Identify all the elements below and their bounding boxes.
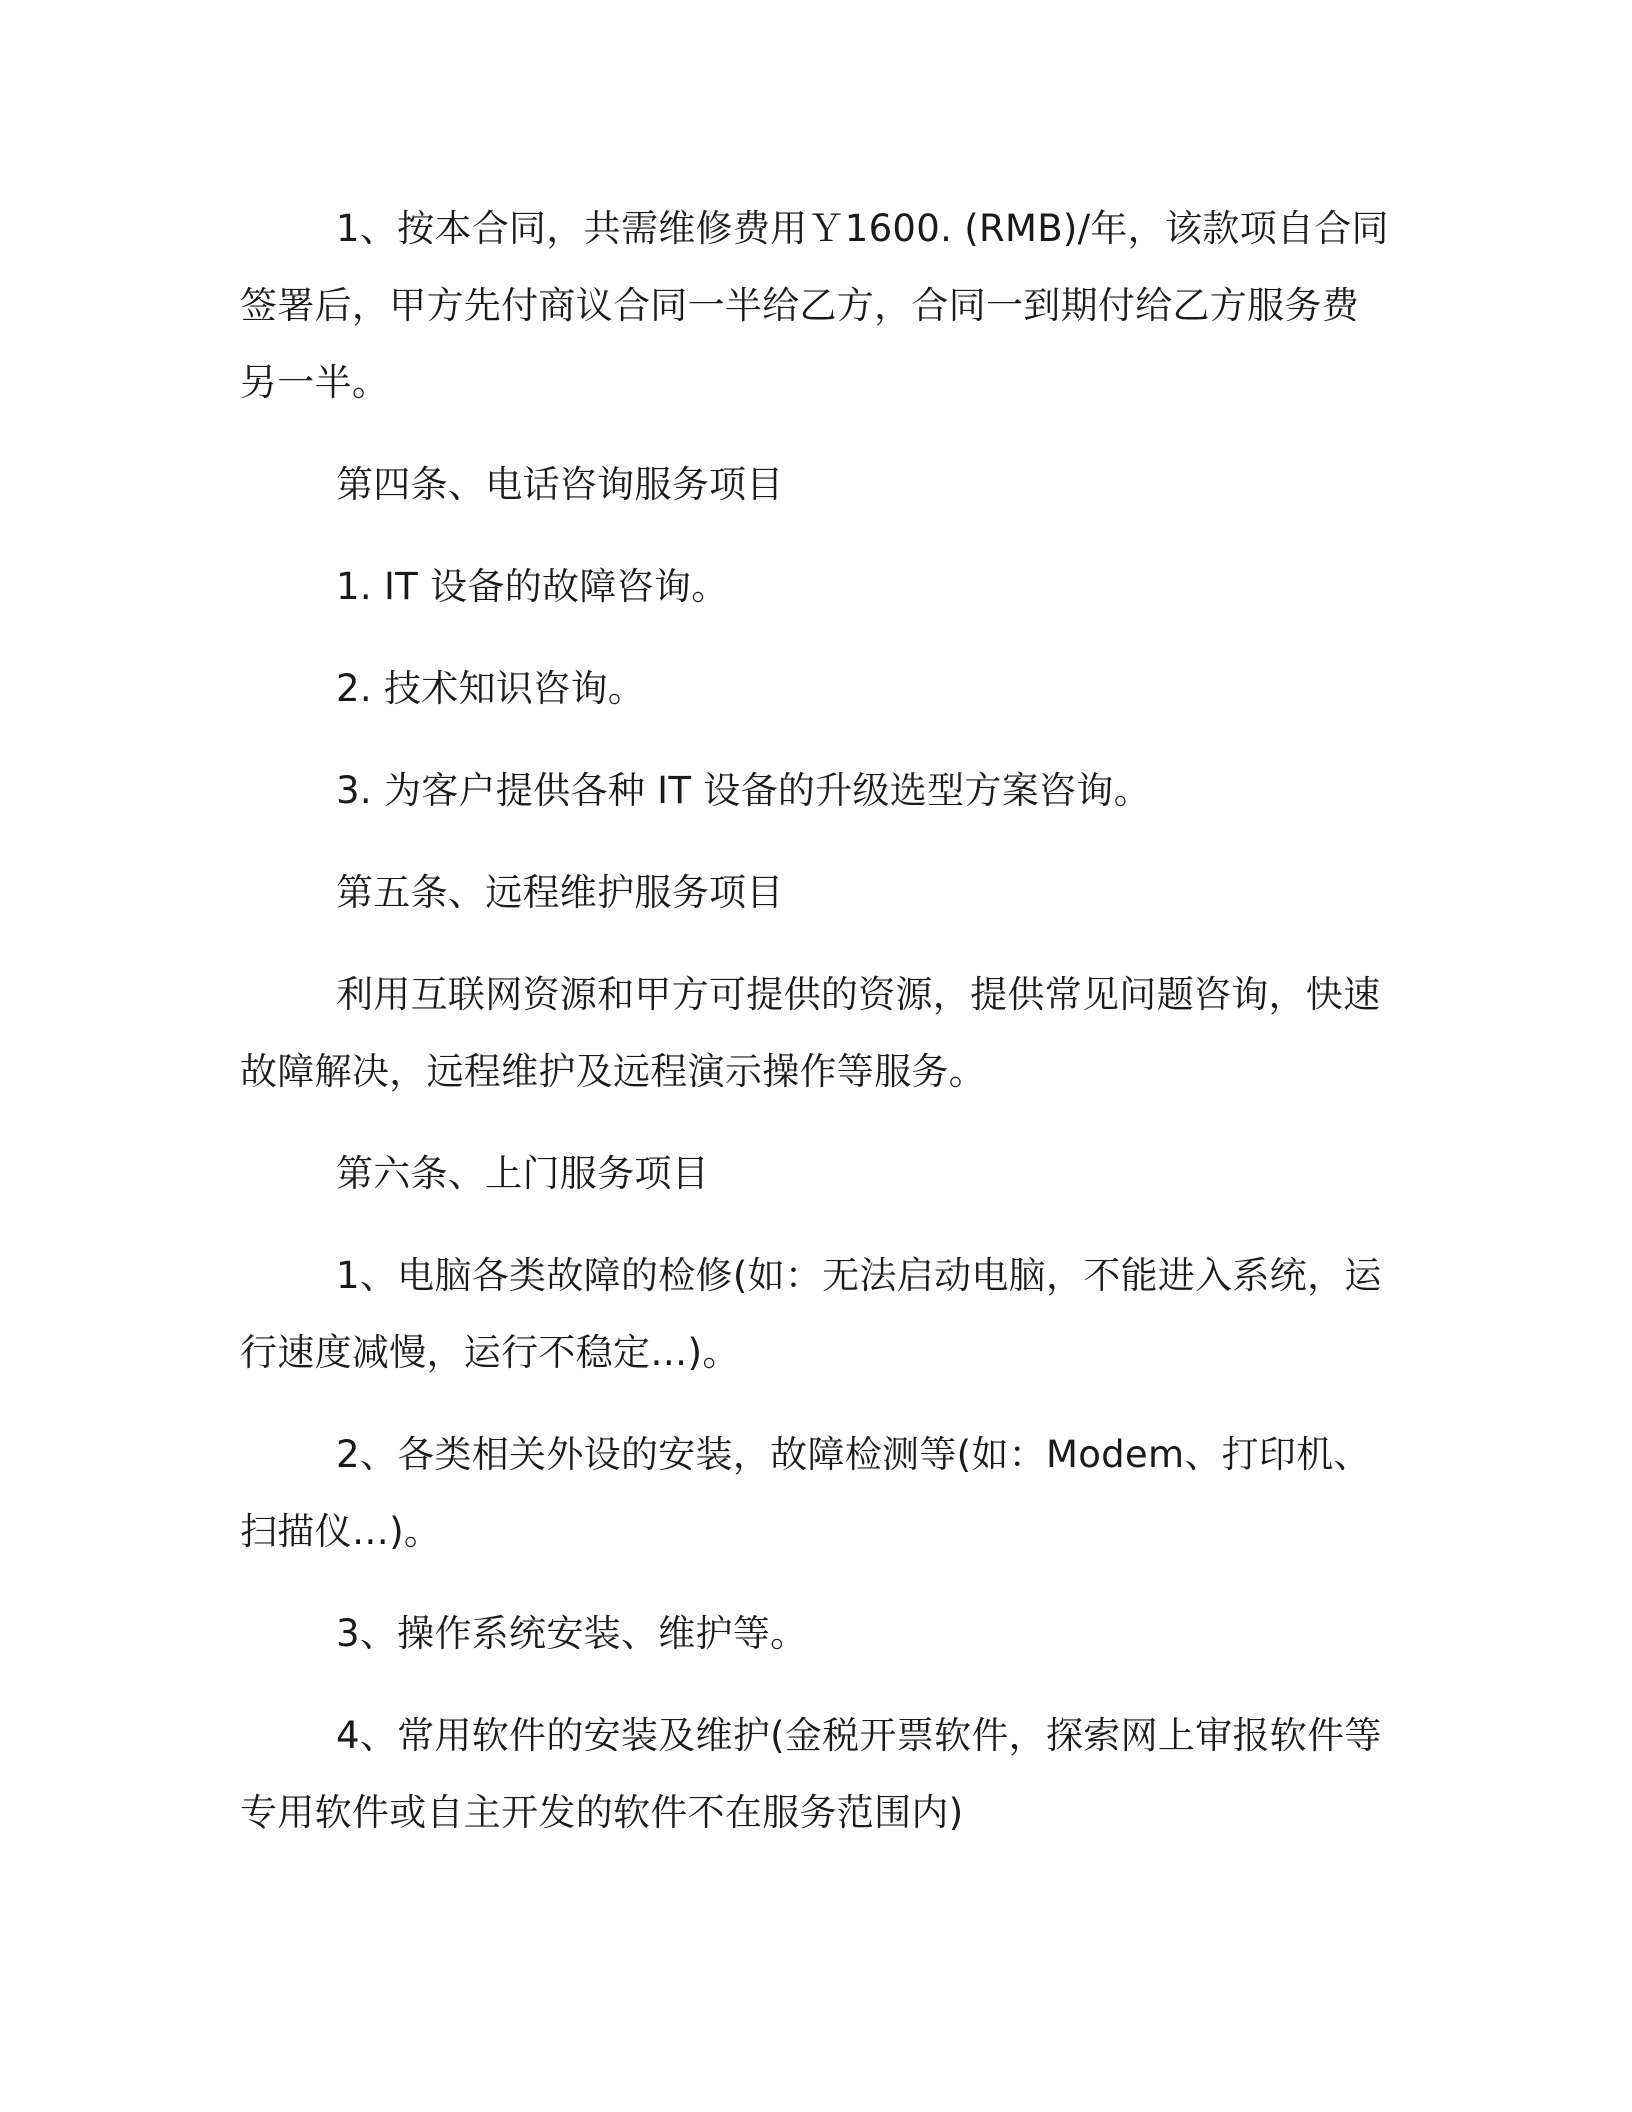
heading-article-5: 第五条、远程维护服务项目 bbox=[336, 871, 784, 914]
list-item-pc-repair: 1、电脑各类故障的检修(如：无法启动电脑，不能进入系统，运行速度减慢，运行不稳定…)。 bbox=[240, 1254, 1382, 1374]
list-item-os-install: 3、操作系统安装、维护等。 bbox=[336, 1612, 808, 1655]
paragraph-remote-service: 利用互联网资源和甲方可提供的资源，提供常见问题咨询，快速故障解决，远程维护及远程演示操作等服务。 bbox=[240, 973, 1381, 1093]
heading-article-6: 第六条、上门服务项目 bbox=[336, 1152, 709, 1195]
list-item-software-install: 4、常用软件的安装及维护(金税开票软件，探索网上审报软件等专用软件或自主开发的软件不在服务范围内) bbox=[240, 1714, 1382, 1834]
heading-article-4: 第四条、电话咨询服务项目 bbox=[336, 463, 784, 506]
list-item-tech-knowledge: 2. 技术知识咨询。 bbox=[336, 667, 646, 710]
list-item-peripherals: 2、各类相关外设的安装，故障检测等(如：Modem、打印机、扫描仪…)。 bbox=[240, 1433, 1371, 1553]
document-body bbox=[240, 190, 1390, 1876]
list-item-it-fault-consult: 1. IT 设备的故障咨询。 bbox=[336, 565, 729, 608]
paragraph-fee-terms: 1、按本合同，共需维修费用Ｙ1600. (RMB)/年，该款项自合同签署后，甲方先付商议合同一半给乙方，合同一到期付给乙方服务费另一半。 bbox=[240, 207, 1389, 404]
list-item-upgrade-consult: 3. 为客户提供各种 IT 设备的升级选型方案咨询。 bbox=[336, 769, 1151, 812]
